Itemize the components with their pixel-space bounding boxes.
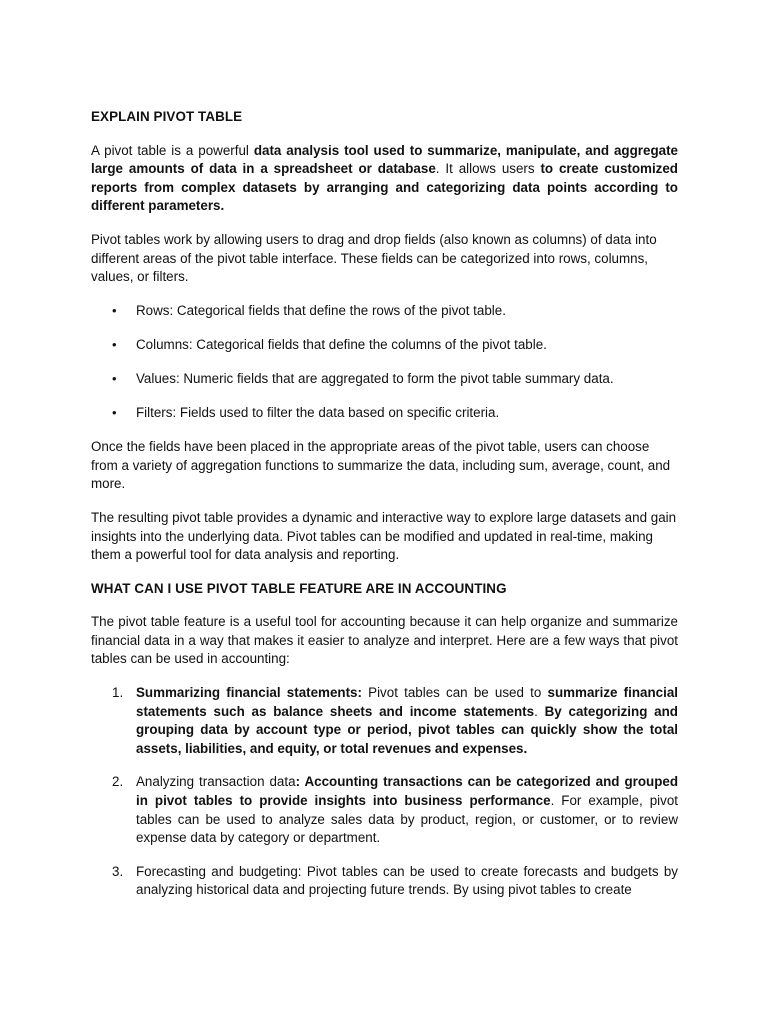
heading-accounting-uses: WHAT CAN I USE PIVOT TABLE FEATURE ARE IN ACCOUNTING [91,580,507,596]
intro-bold-2: to create customized reports from complex datasets by arranging and categorizing data points according to different parameters. [91,161,678,214]
list-item [91,404,678,423]
paragraph-accounting-intro: The pivot table feature is a useful tool for accounting because it can help organize and summarize financial data in a way that makes it easier to analyze and interpret. Here are a few ways that pivot tables can be used in accounting: [91,614,678,667]
bullet-icon: • [112,370,117,386]
list-item [91,863,678,900]
list-number: 3. [112,863,124,879]
item-text: Pivot tables can be used to [361,685,548,701]
paragraph-intro [91,142,678,216]
paragraph-resulting-table: The resulting pivot table provides a dynamic and interactive way to explore large datasets and gain insights into the underlying data. Pivot tables can be modified and updated in real-time, making them a powerful tool for data analysis and reporting. [91,509,677,563]
item-text: . [534,703,545,719]
item-bold: : Accounting transactions can be categorized and grouped in pivot tables to provide insights into business performance [136,774,678,809]
heading-explain-pivot-table: EXPLAIN PIVOT TABLE [91,109,243,124]
intro-text-2: . It allows users [435,161,541,177]
field-types-list [91,302,678,423]
list-item [91,773,678,847]
item-bold: Summarizing financial statements: [136,685,362,701]
intro-bold-1: data analysis tool used to summarize, manipulate, and aggregate large amounts of data in a spreadsheet or database [91,142,678,177]
list-item [91,302,678,321]
list-item [91,370,678,389]
bullet-icon: • [112,336,117,352]
document-body [91,108,678,915]
list-item-text: Values: Numeric fields that are aggregated to form the pivot table summary data. [136,370,614,386]
item-bold: By categorizing and grouping data by account type or period, pivot tables can quickly show the total assets, liabilities, and equity, or total revenues and expenses. [136,703,678,756]
item-text: Forecasting and budgeting: Pivot tables can be used to create forecasts and budgets by analyzing historical data and projecting future trends. By using pivot tables to create [136,863,678,898]
list-item-text: Filters: Fields used to filter the data based on specific criteria. [136,405,500,421]
bullet-icon: • [112,302,117,318]
intro-text-1: A pivot table is a powerful [91,142,254,158]
accounting-uses-list [91,684,678,900]
list-number: 2. [112,774,124,790]
item-text: . For example, pivot tables can be used to analyze sales data by product, region, or customer, or to review expense data by category or department. [136,793,679,846]
list-item-text: Columns: Categorical fields that define the columns of the pivot table. [136,336,547,352]
paragraph-aggregation: Once the fields have been placed in the appropriate areas of the pivot table, users can choose from a variety of aggregation functions to summarize the data, including sum, average, count, and more. [91,439,671,492]
list-item [91,684,678,758]
list-number: 1. [112,685,124,701]
list-item [91,336,678,355]
item-text: Analyzing transaction data [136,774,296,790]
item-bold: summarize financial statements such as balance sheets and income statements [136,685,678,719]
paragraph-how-it-works: Pivot tables work by allowing users to drag and drop fields (also known as columns) of data into different areas of the pivot table interface. These fields can be categorized into rows, columns, values, or filters. [91,231,657,285]
bullet-icon: • [112,405,117,421]
list-item-text: Rows: Categorical fields that define the rows of the pivot table. [136,302,506,318]
